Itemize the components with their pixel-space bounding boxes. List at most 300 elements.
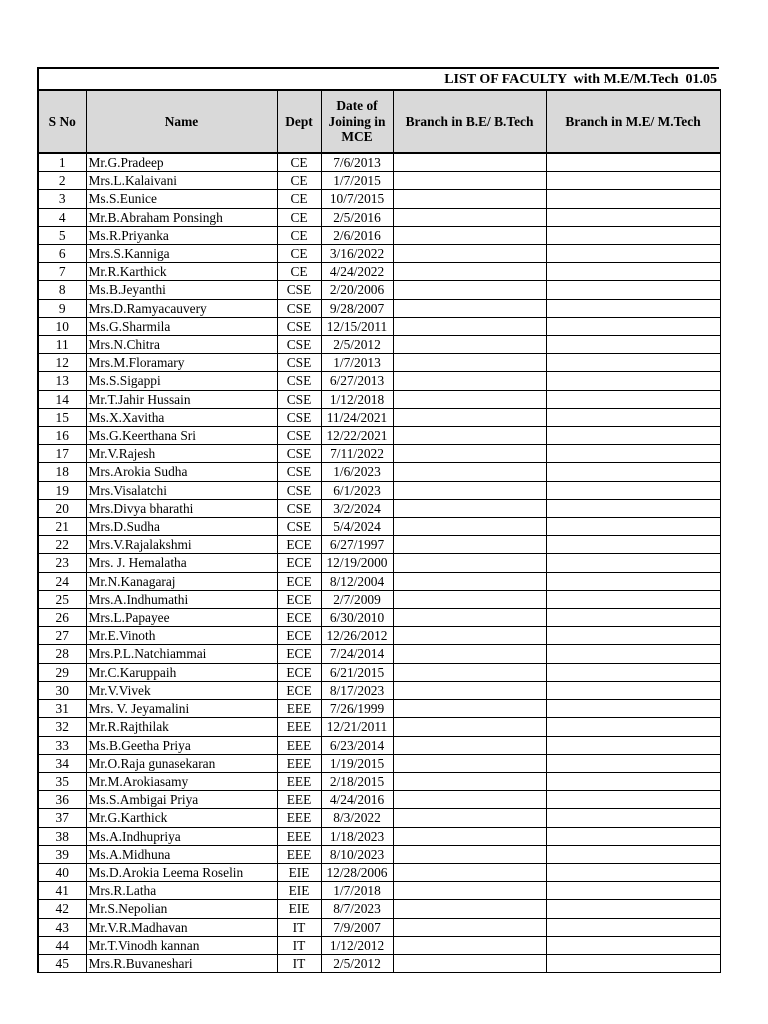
row-name: Mr.C.Karuppaih [86, 663, 277, 681]
row-be-branch [393, 882, 546, 900]
row-dept: CE [277, 263, 321, 281]
row-date-of-joining: 6/23/2014 [321, 736, 393, 754]
table-row [38, 627, 720, 645]
row-be-branch [393, 536, 546, 554]
row-dept: EEE [277, 700, 321, 718]
row-be-branch [393, 153, 546, 172]
row-me-branch [546, 226, 720, 244]
row-date-of-joining: 1/12/2018 [321, 390, 393, 408]
row-be-branch [393, 245, 546, 263]
table-row [38, 936, 720, 954]
row-sno: 11 [38, 336, 86, 354]
row-dept: IT [277, 954, 321, 972]
row-sno: 16 [38, 427, 86, 445]
row-sno: 23 [38, 554, 86, 572]
row-sno: 6 [38, 245, 86, 263]
table-row [38, 408, 720, 426]
table-row [38, 663, 720, 681]
table-row [38, 536, 720, 554]
row-me-branch [546, 153, 720, 172]
row-me-branch [546, 645, 720, 663]
row-be-branch [393, 263, 546, 281]
row-me-branch [546, 827, 720, 845]
table-row [38, 791, 720, 809]
table-row [38, 245, 720, 263]
row-date-of-joining: 8/3/2022 [321, 809, 393, 827]
table-row [38, 281, 720, 299]
row-sno: 14 [38, 390, 86, 408]
row-name: Ms.S.Ambigai Priya [86, 791, 277, 809]
row-dept: IT [277, 918, 321, 936]
row-be-branch [393, 900, 546, 918]
row-name: Ms.S.Eunice [86, 190, 277, 208]
row-date-of-joining: 2/7/2009 [321, 590, 393, 608]
row-dept: CSE [277, 299, 321, 317]
row-name: Ms.B.Jeyanthi [86, 281, 277, 299]
row-be-branch [393, 736, 546, 754]
row-me-branch [546, 700, 720, 718]
row-sno: 42 [38, 900, 86, 918]
row-me-branch [546, 481, 720, 499]
table-row [38, 427, 720, 445]
row-name: Mr.B.Abraham Ponsingh [86, 208, 277, 226]
table-row [38, 499, 720, 517]
row-me-branch [546, 463, 720, 481]
row-me-branch [546, 536, 720, 554]
row-me-branch [546, 427, 720, 445]
row-sno: 45 [38, 954, 86, 972]
row-date-of-joining: 1/12/2012 [321, 936, 393, 954]
row-me-branch [546, 882, 720, 900]
table-row [38, 772, 720, 790]
row-me-branch [546, 245, 720, 263]
row-be-branch [393, 791, 546, 809]
row-me-branch [546, 863, 720, 881]
row-date-of-joining: 3/2/2024 [321, 499, 393, 517]
row-date-of-joining: 2/5/2012 [321, 336, 393, 354]
row-dept: CSE [277, 336, 321, 354]
row-sno: 18 [38, 463, 86, 481]
header-dept: Dept [277, 90, 321, 153]
row-date-of-joining: 2/5/2016 [321, 208, 393, 226]
row-sno: 33 [38, 736, 86, 754]
row-name: Mrs.R.Buvaneshari [86, 954, 277, 972]
row-date-of-joining: 9/28/2007 [321, 299, 393, 317]
row-me-branch [546, 208, 720, 226]
row-name: Ms.G.Sharmila [86, 317, 277, 335]
row-sno: 20 [38, 499, 86, 517]
row-be-branch [393, 226, 546, 244]
row-name: Ms.D.Arokia Leema Roselin [86, 863, 277, 881]
row-date-of-joining: 12/15/2011 [321, 317, 393, 335]
row-be-branch [393, 445, 546, 463]
table-row [38, 882, 720, 900]
table-row [38, 809, 720, 827]
row-dept: CE [277, 172, 321, 190]
row-me-branch [546, 590, 720, 608]
row-me-branch [546, 518, 720, 536]
row-date-of-joining: 2/20/2006 [321, 281, 393, 299]
row-dept: CSE [277, 518, 321, 536]
row-dept: CE [277, 153, 321, 172]
table-row [38, 900, 720, 918]
row-sno: 12 [38, 354, 86, 372]
row-dept: ECE [277, 627, 321, 645]
row-dept: CSE [277, 427, 321, 445]
row-me-branch [546, 190, 720, 208]
row-be-branch [393, 208, 546, 226]
row-sno: 26 [38, 609, 86, 627]
table-row [38, 263, 720, 281]
row-be-branch [393, 772, 546, 790]
row-sno: 27 [38, 627, 86, 645]
row-dept: CSE [277, 390, 321, 408]
row-dept: EIE [277, 882, 321, 900]
table-row [38, 390, 720, 408]
table-row [38, 718, 720, 736]
row-me-branch [546, 336, 720, 354]
table-row [38, 827, 720, 845]
row-dept: ECE [277, 590, 321, 608]
row-be-branch [393, 572, 546, 590]
row-me-branch [546, 791, 720, 809]
row-name: Mr.T.Jahir Hussain [86, 390, 277, 408]
row-me-branch [546, 681, 720, 699]
row-date-of-joining: 7/9/2007 [321, 918, 393, 936]
row-date-of-joining: 7/26/1999 [321, 700, 393, 718]
row-name: Mr.G.Karthick [86, 809, 277, 827]
row-dept: EEE [277, 791, 321, 809]
row-name: Mr.M.Arokiasamy [86, 772, 277, 790]
table-row [38, 554, 720, 572]
row-be-branch [393, 172, 546, 190]
row-me-branch [546, 627, 720, 645]
row-sno: 1 [38, 153, 86, 172]
table-row [38, 845, 720, 863]
row-me-branch [546, 609, 720, 627]
row-be-branch [393, 299, 546, 317]
row-be-branch [393, 554, 546, 572]
row-name: Mrs. V. Jeyamalini [86, 700, 277, 718]
row-me-branch [546, 172, 720, 190]
row-name: Mrs.Visalatchi [86, 481, 277, 499]
row-me-branch [546, 408, 720, 426]
row-dept: CSE [277, 499, 321, 517]
row-sno: 30 [38, 681, 86, 699]
table-row [38, 481, 720, 499]
row-name: Mr.V.R.Madhavan [86, 918, 277, 936]
row-sno: 36 [38, 791, 86, 809]
row-me-branch [546, 845, 720, 863]
row-dept: ECE [277, 609, 321, 627]
title-row [37, 67, 719, 89]
row-dept: EEE [277, 754, 321, 772]
row-name: Mr.R.Karthick [86, 263, 277, 281]
row-name: Mrs.P.L.Natchiammai [86, 645, 277, 663]
row-sno: 22 [38, 536, 86, 554]
row-date-of-joining: 6/30/2010 [321, 609, 393, 627]
row-sno: 13 [38, 372, 86, 390]
row-date-of-joining: 1/7/2013 [321, 354, 393, 372]
row-date-of-joining: 11/24/2021 [321, 408, 393, 426]
row-me-branch [546, 954, 720, 972]
row-sno: 7 [38, 263, 86, 281]
row-sno: 15 [38, 408, 86, 426]
row-me-branch [546, 663, 720, 681]
sheet-title: LIST OF FACULTY with M.E/M.Tech 01.05 [444, 72, 717, 87]
table-row [38, 518, 720, 536]
row-be-branch [393, 718, 546, 736]
row-name: Ms.A.Midhuna [86, 845, 277, 863]
row-be-branch [393, 372, 546, 390]
row-dept: ECE [277, 572, 321, 590]
table-row [38, 299, 720, 317]
row-sno: 32 [38, 718, 86, 736]
row-me-branch [546, 736, 720, 754]
row-dept: CE [277, 190, 321, 208]
row-be-branch [393, 518, 546, 536]
row-be-branch [393, 609, 546, 627]
row-dept: CSE [277, 445, 321, 463]
row-be-branch [393, 354, 546, 372]
row-name: Mrs. J. Hemalatha [86, 554, 277, 572]
table-row [38, 463, 720, 481]
row-date-of-joining: 8/7/2023 [321, 900, 393, 918]
row-date-of-joining: 4/24/2016 [321, 791, 393, 809]
table-row [38, 736, 720, 754]
table-row [38, 590, 720, 608]
row-dept: EEE [277, 827, 321, 845]
row-dept: CE [277, 226, 321, 244]
row-be-branch [393, 317, 546, 335]
row-name: Mrs.L.Kalaivani [86, 172, 277, 190]
row-name: Mr.V.Rajesh [86, 445, 277, 463]
row-sno: 4 [38, 208, 86, 226]
row-be-branch [393, 190, 546, 208]
row-sno: 24 [38, 572, 86, 590]
row-sno: 8 [38, 281, 86, 299]
header-be-branch: Branch in B.E/ B.Tech [393, 90, 546, 153]
row-be-branch [393, 390, 546, 408]
row-be-branch [393, 754, 546, 772]
row-name: Mr.N.Kanagaraj [86, 572, 277, 590]
row-sno: 17 [38, 445, 86, 463]
row-name: Mrs.L.Papayee [86, 609, 277, 627]
row-sno: 41 [38, 882, 86, 900]
table-row [38, 572, 720, 590]
table-row [38, 863, 720, 881]
row-dept: ECE [277, 645, 321, 663]
row-sno: 31 [38, 700, 86, 718]
row-dept: CSE [277, 463, 321, 481]
row-date-of-joining: 1/7/2015 [321, 172, 393, 190]
row-me-branch [546, 354, 720, 372]
row-me-branch [546, 554, 720, 572]
table-row [38, 336, 720, 354]
row-be-branch [393, 645, 546, 663]
row-name: Mrs.D.Sudha [86, 518, 277, 536]
row-date-of-joining: 3/16/2022 [321, 245, 393, 263]
row-date-of-joining: 12/19/2000 [321, 554, 393, 572]
row-be-branch [393, 627, 546, 645]
row-sno: 2 [38, 172, 86, 190]
row-me-branch [546, 499, 720, 517]
table-row [38, 445, 720, 463]
row-be-branch [393, 863, 546, 881]
row-sno: 21 [38, 518, 86, 536]
row-dept: ECE [277, 554, 321, 572]
row-me-branch [546, 754, 720, 772]
row-dept: IT [277, 936, 321, 954]
row-me-branch [546, 718, 720, 736]
row-dept: EEE [277, 736, 321, 754]
table-row [38, 153, 720, 172]
row-dept: ECE [277, 536, 321, 554]
table-body [38, 153, 720, 973]
row-sno: 43 [38, 918, 86, 936]
table-row [38, 208, 720, 226]
row-name: Mrs.V.Rajalakshmi [86, 536, 277, 554]
row-sno: 44 [38, 936, 86, 954]
row-me-branch [546, 390, 720, 408]
header-doj: Date of Joining in MCE [321, 90, 393, 153]
row-name: Mrs.M.Floramary [86, 354, 277, 372]
table-row [38, 372, 720, 390]
row-me-branch [546, 281, 720, 299]
header-me-branch: Branch in M.E/ M.Tech [546, 90, 720, 153]
faculty-table [37, 89, 721, 973]
table-row [38, 954, 720, 972]
row-date-of-joining: 12/28/2006 [321, 863, 393, 881]
table-row [38, 354, 720, 372]
row-be-branch [393, 936, 546, 954]
row-date-of-joining: 4/24/2022 [321, 263, 393, 281]
row-sno: 39 [38, 845, 86, 863]
row-name: Ms.B.Geetha Priya [86, 736, 277, 754]
row-be-branch [393, 336, 546, 354]
row-date-of-joining: 8/10/2023 [321, 845, 393, 863]
header-name: Name [86, 90, 277, 153]
row-sno: 10 [38, 317, 86, 335]
row-be-branch [393, 809, 546, 827]
row-dept: CSE [277, 354, 321, 372]
row-name: Mr.G.Pradeep [86, 153, 277, 172]
row-sno: 35 [38, 772, 86, 790]
row-date-of-joining: 6/21/2015 [321, 663, 393, 681]
row-be-branch [393, 663, 546, 681]
row-me-branch [546, 772, 720, 790]
row-sno: 5 [38, 226, 86, 244]
row-date-of-joining: 1/18/2023 [321, 827, 393, 845]
row-me-branch [546, 918, 720, 936]
row-name: Mrs.N.Chitra [86, 336, 277, 354]
row-me-branch [546, 263, 720, 281]
row-sno: 3 [38, 190, 86, 208]
row-dept: CE [277, 245, 321, 263]
row-name: Mrs.Arokia Sudha [86, 463, 277, 481]
row-date-of-joining: 12/22/2021 [321, 427, 393, 445]
row-sno: 34 [38, 754, 86, 772]
row-be-branch [393, 408, 546, 426]
row-dept: EEE [277, 718, 321, 736]
row-be-branch [393, 827, 546, 845]
row-name: Mr.E.Vinoth [86, 627, 277, 645]
row-name: Mr.T.Vinodh kannan [86, 936, 277, 954]
table-row [38, 190, 720, 208]
row-be-branch [393, 918, 546, 936]
row-name: Mr.S.Nepolian [86, 900, 277, 918]
row-name: Mrs.D.Ramyacauvery [86, 299, 277, 317]
row-sno: 29 [38, 663, 86, 681]
row-date-of-joining: 6/1/2023 [321, 481, 393, 499]
row-be-branch [393, 427, 546, 445]
row-be-branch [393, 281, 546, 299]
table-row [38, 317, 720, 335]
row-name: Ms.R.Priyanka [86, 226, 277, 244]
row-name: Mr.V.Vivek [86, 681, 277, 699]
row-be-branch [393, 700, 546, 718]
row-me-branch [546, 936, 720, 954]
row-name: Ms.A.Indhupriya [86, 827, 277, 845]
table-row [38, 172, 720, 190]
row-be-branch [393, 681, 546, 699]
row-dept: ECE [277, 681, 321, 699]
row-sno: 37 [38, 809, 86, 827]
row-date-of-joining: 6/27/1997 [321, 536, 393, 554]
row-date-of-joining: 12/26/2012 [321, 627, 393, 645]
row-date-of-joining: 7/11/2022 [321, 445, 393, 463]
row-me-branch [546, 572, 720, 590]
table-row [38, 681, 720, 699]
header-sno: S No [38, 90, 86, 153]
table-row [38, 754, 720, 772]
row-date-of-joining: 2/18/2015 [321, 772, 393, 790]
row-date-of-joining: 10/7/2015 [321, 190, 393, 208]
row-be-branch [393, 481, 546, 499]
row-me-branch [546, 809, 720, 827]
header-row [38, 90, 720, 153]
row-be-branch [393, 954, 546, 972]
row-date-of-joining: 8/17/2023 [321, 681, 393, 699]
row-date-of-joining: 6/27/2013 [321, 372, 393, 390]
row-name: Mrs.R.Latha [86, 882, 277, 900]
row-sno: 19 [38, 481, 86, 499]
row-date-of-joining: 7/6/2013 [321, 153, 393, 172]
row-date-of-joining: 1/19/2015 [321, 754, 393, 772]
row-sno: 38 [38, 827, 86, 845]
row-sno: 40 [38, 863, 86, 881]
row-name: Mrs.S.Kanniga [86, 245, 277, 263]
row-sno: 25 [38, 590, 86, 608]
table-row [38, 609, 720, 627]
table-row [38, 700, 720, 718]
row-be-branch [393, 499, 546, 517]
row-dept: CSE [277, 408, 321, 426]
table-row [38, 226, 720, 244]
row-dept: CSE [277, 281, 321, 299]
row-dept: EIE [277, 900, 321, 918]
row-dept: ECE [277, 663, 321, 681]
row-me-branch [546, 317, 720, 335]
row-name: Mrs.Divya bharathi [86, 499, 277, 517]
row-dept: CSE [277, 317, 321, 335]
row-me-branch [546, 445, 720, 463]
row-sno: 28 [38, 645, 86, 663]
faculty-sheet [37, 67, 719, 973]
row-sno: 9 [38, 299, 86, 317]
row-date-of-joining: 12/21/2011 [321, 718, 393, 736]
row-me-branch [546, 299, 720, 317]
